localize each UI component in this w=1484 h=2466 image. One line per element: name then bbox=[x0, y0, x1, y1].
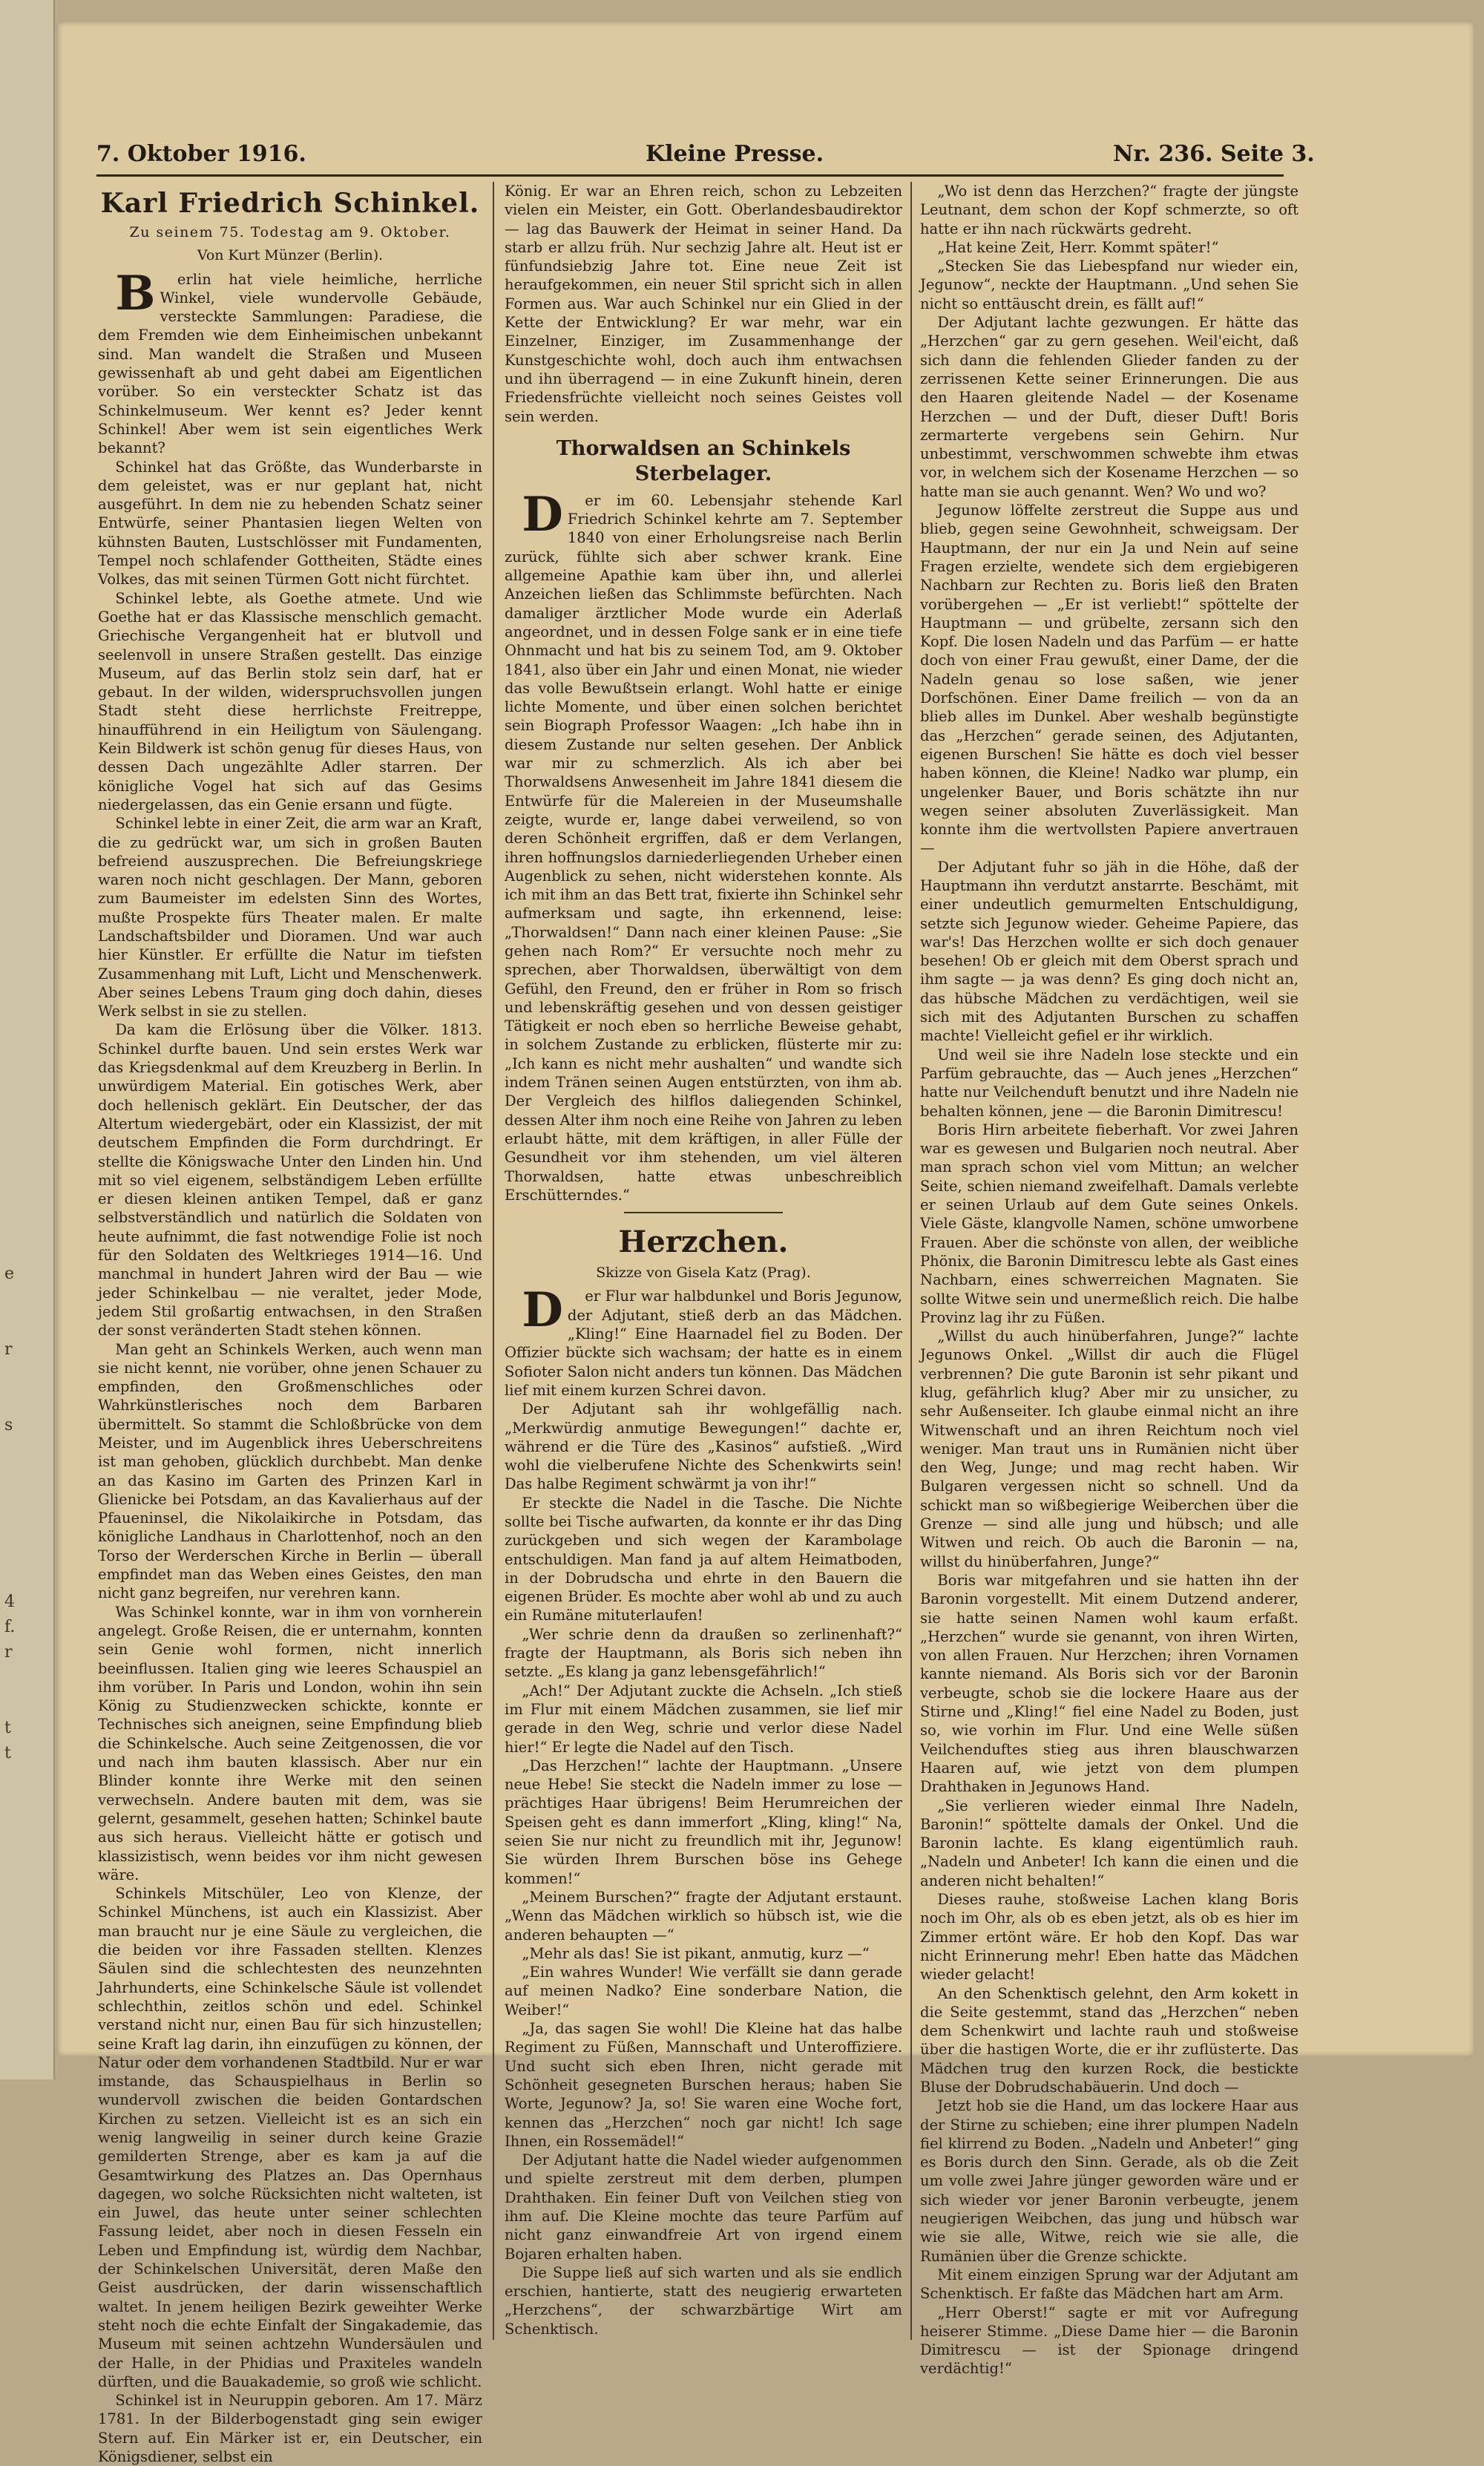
paragraph: „Ja, das sagen Sie wohl! Die Kleine hat das halbe Regiment zu Füßen, Mannschaft und Unteroffiziere. Und sucht sich eben Ihren, nicht gerade mit Schönheit gesegneten Burschen heraus; haben Sie Worte, Jegunow? Ja, so! Sie waren eine Woche fort, kennen das „Herzchen“ noch gar nicht! Ich sage Ihnen, ein Rossemädel!“ bbox=[505, 2020, 902, 2150]
header-date: 7. Oktober 1916. bbox=[96, 141, 306, 167]
paragraph: Schinkels Mitschüler, Leo von Klenze, der Schinkel Münchens, ist auch ein Klassizist. Aber man braucht nur je eine Säule zu vergleichen, die die beiden vor ihre Fassaden stellten. Klenzes Säulen sind die schlechtesten des neunzehnten Jahrhunderts, eine Schinkelsche Säule ist vollendet schlechthin, zeitlos schön und edel. Schinkel verstand nicht nur, einen Bau für sich hinzustellen; seine Kraft lag darin, ihn einzufügen zu können, der Natur oder dem vorhandenen Stadtbild. Nur er war imstande, das Schauspielhaus in Berlin so wundervoll zwischen die beiden Gontardschen Kirchen zu setzen. Vielleicht ist es an sich ein wenig langweilig in seiner durch keine Grazie gemilderten Strenge, aber es kam ja auf die Gesamtwirkung des Platzes an. Das Opernhaus dagegen, wo solche Rücksichten nicht walteten, ist ein Juwel, das heute unter seiner schlechten Fassung leidet, aber noch in diesen Fesseln ein Leben und Empfindung ist, würdig dem Nachbar, der Schinkelschen Universität, deren Maße den Geist ausdrücken, der darin wissenschaftlich waltet. In jenem heiligen Bezirk geweihter Werke steht noch die echte Einfalt der Singakademie, das Museum mit seinen achtzehn Wundersäulen und der Halle, in der Phidias und Praxiteles wandeln dürften, und die Bauakademie, so groß wie schlicht. bbox=[98, 1885, 482, 2390]
paragraph: Der im 60. Lebensjahr stehende Karl Friedrich Schinkel kehrte am 7. September 1840 von einer Erholungsreise nach Berlin zurück, fühlte sich aber schwer krank. Eine allgemeine Apathie kam über ihn, und allerlei Anzeichen ließen das Schlimmste befürchten. Nach damaliger ärztlicher Mode wurde ein Aderlaß angeordnet, und in dessen Folge sank er in eine tiefe Ohnmacht und hat bis zu seinem Tod, am 9. Oktober 1841, also über ein Jahr und einen Monat, nie wieder das volle Bewußtsein erlangt. Wohl hatte er einige lichte Momente, und über einen solchen berichtet sein Biograph Professor Waagen: „Ich habe ihn in diesem Zustande nur selten gesehen. Der Anblick war mir zu schmerzlich. Als ich aber bei Thorwaldsens Anwesenheit im Jahre 1841 diesem die Entwürfe für die Malereien in der Museumshalle zeigte, wurde er, lange dabei verweilend, so von deren Schönheit ergriffen, daß er dem Verlangen, ihren hoffnungslos darniederliegenden Urheber einen Augenblick zu sehen, nicht widerstehen konnte. Als ich mit ihm an das Bett trat, fixierte ihn Schinkel sehr aufmerksam und sagte, ihn erkennend, leise: „Thorwaldsen!“ Dann nach einer kleinen Pause: „Sie gehen nach Rom?“ Er versuchte noch mehr zu sprechen, aber Thorwaldsen, überwältigt von dem Gefühl, den Freund, den er früher in Rom so frisch und lebenskräftig gesehen und von dessen geistiger Tätigkeit er noch eben so herrliche Beweise gehabt, in solchem Zustande zu erblicken, flüsterte mir zu: „Ich kann es nicht mehr aushalten“ und wandte sich indem Tränen seinen Augen entstürzten, von ihm ab. Der Vergleich des hilflos daliegenden Schinkel, dessen Alter ihm noch eine Reihe von Jahren zu leben erlaubt hätte, mit dem kräftigen, in aller Fülle der Gesundheit vor ihm stehenden, um viel älteren Thorwaldsen, hatte etwas unbeschreiblich Erschütterndes.“ bbox=[505, 486, 902, 1204]
column-1 bbox=[98, 182, 482, 2466]
article-title: Karl Friedrich Schinkel. bbox=[100, 188, 480, 219]
paragraph: Die Suppe ließ auf sich warten und als sie endlich erschien, hantierte, statt des neugierig erwarteten „Herzchens“, der schwarzbärtige Wirt am Schenktisch. bbox=[505, 2263, 902, 2338]
paragraph: Boris Hirn arbeitete fieberhaft. Vor zwei Jahren war es gewesen und Bulgarien noch neutral. Aber man sprach schon viel vom Mittun; an welcher Seite, schien niemand zweifelhaft. Damals verlebte er seinen Urlaub auf dem Gute seines Onkels. Viele Gäste, klangvolle Namen, schöne umworbene Frauen. Aber die schönste von allen, der weibliche Phönix, die Baronin Dimitrescu lebte als Gast eines Nachbarn, eines schwerreichen Magnaten. Sie sollte Witwe sein und unermeßlich reich. Die halbe Provinz lag ihr zu Füßen. bbox=[920, 1121, 1298, 1326]
paragraph: „Herr Oberst!“ sagte er mit vor Aufregung heiserer Stimme. „Diese Dame hier — die Baronin Dimitrescu — ist der Spionage dringend verdächtig!“ bbox=[920, 2303, 1298, 2378]
paragraph: „Ein wahres Wunder! Wie verfällt sie dann gerade auf meinen Nadko? Eine sonderbare Nation, die Weiber!“ bbox=[505, 1964, 902, 2019]
paragraph: Der Flur war halbdunkel und Boris Jegunow, der Adjutant, stieß derb an das Mädchen. „Kling!“ Eine Haarnadel fiel zu Boden. Der Offizier bückte sich wachsam; der hatte es in einem Sofioter Salon nicht anders tun können. Das Mädchen lief mit einem kurzen Schrei davon. bbox=[505, 1282, 902, 1399]
paragraph: Was Schinkel konnte, war in ihm von vornherein angelegt. Große Reisen, die er unternahm, konnten sein Genie wohl formen, nicht innerlich beeinflussen. Italien ging wie leeres Schauspiel an ihm vorüber. In Paris und London, wohin ihn sein König zu Studienzwecken schickte, konnte er Technisches sich aneignen, seine Empfindung blieb die Schinkelsche. Auch seine Zeitgenossen, die vor und nach ihm bauten klassisch. Aber nur ein Blinder konnte ihre Werke mit den seinen verwechseln. Andere bauten mit dem, was sie gelernt, gesammelt, gesehen hatten; Schinkel baute aus sich heraus. Vielleicht hätte er gotisch und klassizistisch, wenn beides vor ihm nicht gewesen wäre. bbox=[98, 1603, 482, 1883]
paragraph: König. Er war an Ehren reich, schon zu Lebzeiten vielen ein Meister, ein Gott. Oberlandesbaudirektor — lag das Bauwerk der Heimat in seiner Hand. Da starb er allzu früh. Nur sechzig Jahre alt. Heut ist er fünfundsiebzig Jahre tot. Eine neue Zeit ist heraufgekommen, ein neuer Stil spricht sich in allen Formen aus. War auch Schinkel nur ein Glied in der Kette der Entwicklung? Er war mehr, war ein Einzelner, Einziger, im Zusammenhange der Kunstgeschichte wohl, doch auch ihm entwachsen und ihn überragend — in eine Zukunft hinein, deren Friedensfrüchte vielleicht noch seines Geistes voll sein werden. bbox=[505, 183, 902, 425]
paragraph: Der Adjutant lachte gezwungen. Er hätte das „Herzchen“ gar zu gern gesehen. Weil'eicht, daß sich dann die fehlenden Glieder fanden zu der zerrissenen Kette seiner Erinnerungen. Die aus den Haaren gleitende Nadel — der Kosename Herzchen — und der Duft, dieser Duft! Boris zermarterte vergebens sein Gehirn. Nur unbestimmt, verschwommen schwebte ihm etwas vor, in welchem sich der Kosename Herzchen — so hatte man sie auch genannt. Wen? Wo und wo? bbox=[920, 314, 1298, 500]
paragraph: Da kam die Erlösung über die Völker. 1813. Schinkel durfte bauen. Und sein erstes Werk war das Kriegsdenkmal auf dem Kreuzberg in Berlin. In unwürdigem Material. Ein gotisches Werk, aber doch hellenisch geklärt. Ein Deutscher, der das Altertum wiedergebärt, oder ein Klassizist, der mit deutschem Empfinden die Form durchdringt. Er stellte die Königswache Unter den Linden hin. Und mit so viel eigenem, selbständigem Leben erfüllte er diesen kleinen antiken Tempel, daß er ganz selbstverständlich und natürlich die Soldaten von heute aufnimmt, die fast notwendige Folie ist noch für den Soldaten des Weltkrieges 1914—16. Und manchmal in hundert Jahren wird der Bau — wie jeder Schinkelbau — nie veraltet, jeder Mode, jedem Stil großartig entwachsen, in den Straßen der sonst veränderten Stadt stehen können. bbox=[98, 1021, 482, 1339]
paragraph: „Sie verlieren wieder einmal Ihre Nadeln, Baronin!“ spöttelte damals der Onkel. Und die Baronin lachte. Es klang eigentümlich rauh. „Nadeln und Anbeter! Ich kann die einen und die anderen nicht behalten!“ bbox=[920, 1797, 1298, 1889]
paragraph: Man geht an Schinkels Werken, auch wenn man sie nicht kennt, nie vorüber, ohne jenen Schauer zu empfinden, den Großmenschliches oder Wahrkünstlerisches noch dem Barbaren übermittelt. So stammt die Schloßbrücke von dem Meister, und im Augenblick ihres Ueberschreitens ist man gehoben, glücklich durchbebt. Man denke an das Kasino im Garten des Prinzen Karl in Glienicke bei Potsdam, an das Kavalierhaus auf der Pfaueninsel, die Nikolaikirche in Potsdam, das königliche Landhaus in Charlottenhof, noch an den Torso der Werderschen Kirche in Berlin — überall empfindet man das Weben eines Geistes, den man nicht ganz begreifen, nur verehren kann. bbox=[98, 1340, 482, 1602]
paragraph: Schinkel hat das Größte, das Wunderbarste in dem geleistet, was er nur geplant hat, nicht ausgeführt. In dem nie zu hebenden Schatz seiner Entwürfe, seiner Phantasien liegen Welten von kühnsten Bauten, Lustschlösser mit Fundamenten, Tempel noch schlafender Gottheiten, Städte eines Volkes, das mit seinen Türmen Gott nicht fürchtet. bbox=[98, 458, 482, 588]
paragraph: „Das Herzchen!“ lachte der Hauptmann. „Unsere neue Hebe! Sie steckt die Nadeln immer zu lose — prächtiges Haar übrigens! Beim Herumreichen der Speisen geht es dann immerfort „Kling, kling!“ Na, seien Sie nur nicht zu freundlich mit ihr, Jegunow! Sie würden Ihrem Burschen böse ins Gehege kommen!“ bbox=[505, 1757, 902, 1887]
paragraph: Schinkel ist in Neuruppin geboren. Am 17. März 1781. In der Bilderbogenstadt ging sein ewiger Stern auf. Ein Märker ist er, ein Deutscher, ein Königsdiener, selbst ein bbox=[98, 2392, 482, 2466]
paragraph: Schinkel lebte, als Goethe atmete. Und wie Goethe hat er das Klassische menschlich gemacht. Griechische Vergangenheit hat er blutvoll und seelenvoll in unsere Straßen gestellt. Das einzige Museum, auf das Berlin stolz sein darf, hat er gebaut. In der wilden, widerspruchsvollen jungen Stadt steht diese herrlichste Freitreppe, hinaufführend in ein Heiligtum von Säulengang. Kein Bildwerk ist schön genug für dieses Haus, von dessen Dach ungezählte Adler starren. Der königliche Vogel hat sich auf das Gesims niedergelassen, das ein Genie ersann und fügte. bbox=[98, 589, 482, 813]
page-header bbox=[96, 141, 1315, 178]
paragraph: „Hat keine Zeit, Herr. Kommt später!“ bbox=[937, 238, 1219, 256]
section-title: Thorwaldsen an Schinkels Sterbelager. bbox=[556, 436, 851, 485]
paragraph: Schinkel lebte in einer Zeit, die arm war an Kraft, die zu gedrückt war, um sich in großen Bauten befreiend auszusprechen. Die Befreiungskriege waren noch nicht geschlagen. Der Mann, geboren zum Baumeister im edelsten Sinn des Wortes, mußte Prospekte fürs Theater malen. Er malte Landschaftsbilder und Dioramen. Und war auch hier Künstler. Er erfüllte die Natur im tiefsten Zusammenhang mit Luft, Licht und Menschenwerk. Aber seines Lebens Traum ging doch dahin, dieses Werk selbst in sie zu stellen. bbox=[98, 815, 482, 1020]
header-rule bbox=[96, 174, 1284, 177]
paragraph: „Wer schrie denn da draußen so zerlinenhaft?“ fragte der Hauptmann, als Boris sich neben ihn setzte. „Es klang ja ganz lebensgefährlich!“ bbox=[505, 1625, 902, 1681]
paragraph: An den Schenktisch gelehnt, den Arm kokett in die Seite gestemmt, stand das „Herzchen“ neben dem Schenkwirt und lachte rauh und stoßweise über die hastigen Worte, die er ihr zuflüsterte. Das Mädchen trug den kurzen Rock, die bestickte Bluse der Dobrudschabäuerin. Und doch — bbox=[920, 1984, 1298, 2096]
column-3 bbox=[920, 182, 1298, 2378]
header-paper-name: Kleine Presse. bbox=[646, 141, 824, 167]
column-2 bbox=[505, 182, 902, 2340]
paragraph: Und weil sie ihre Nadeln lose steckte und ein Parfüm gebrauchte, das — Auch jenes „Herzchen“ hatte nur Veilchenduft benutzt und ihre Nadeln nie behalten können, jene — die Baronin Dimitrescu! bbox=[920, 1046, 1298, 1120]
paragraph: „Stecken Sie das Liebespfand nur wieder ein, Jegunow“, neckte der Hauptmann. „Und sehen Sie nicht so enttäuscht drein, es fällt auf!“ bbox=[920, 258, 1298, 312]
story-title: Herzchen. bbox=[618, 1224, 789, 1260]
paragraph: „Mehr als das! Sie ist pikant, anmutig, kurz —“ bbox=[522, 1944, 870, 1962]
paragraph: Jetzt hob sie die Hand, um das lockere Haar aus der Stirne zu schieben; eine ihrer plumpen Nadeln fiel klirrend zu Boden. „Nadeln und Anbeter!“ ging es Boris durch den Sinn. Gerade, als ob die Zeit um volle zwei Jahre jünger geworden wäre und er sich wieder vor jener Baronin verbeugte, jenem neugierigen Weibchen, das jung und hübsch war wie sie alle, Witwe, reich wie sie alle, die Rumänien über die Grenze schickte. bbox=[920, 2097, 1298, 2265]
left-page-gutter bbox=[0, 0, 55, 2079]
paragraph: Der Adjutant fuhr so jäh in die Höhe, daß der Hauptmann ihn verdutzt anstarrte. Beschämt, mit einer undeutlich gemurmelten Entschuldigung, setzte sich Jegunow wieder. Geheime Papiere, das war's! Das Herzchen wollte er sich doch genauer besehen! Ob er gleich mit dem Oberst sprach und ihm sagte — ja was denn? Es ging doch nicht an, das hübsche Mädchen zu verdächtigen, weil sie sich mit des Adjutanten Burschen zu schaffen machte! Vielleicht gefiel er ihr wirklich. bbox=[920, 858, 1298, 1045]
separator bbox=[624, 1212, 783, 1213]
paragraph: Der Adjutant sah ihr wohlgefällig nach. „Merkwürdig anmutige Bewegungen!“ dachte er, während er die Türe des „Kasinos“ aufstieß. „Wird wohl die vielberufene Nichte des Schenkwirts sein! Das halbe Regiment schwärmt ja von ihr!“ bbox=[505, 1400, 902, 1493]
paragraph: „Wo ist denn das Herzchen?“ fragte der jüngste Leutnant, dem schon der Kopf schmerzte, so oft hatte er ihn nach rückwärts gedreht. bbox=[920, 183, 1298, 237]
paragraph: „Meinem Burschen?“ fragte der Adjutant erstaunt. „Wenn das Mädchen wirklich so hübsch ist, wie die anderen behaupten —“ bbox=[505, 1888, 902, 1944]
column-divider bbox=[493, 182, 494, 2340]
gutter-text: e r s 4 f. r t t bbox=[4, 1265, 16, 1762]
article-subtitle: Zu seinem 75. Todestag am 9. Oktober. bbox=[129, 224, 451, 240]
paragraph: Dieses rauhe, stoßweise Lachen klang Boris noch im Ohr, als ob es eben jetzt, als ob es hier im Zimmer ertönt wäre. Er hob den Kopf. Das war nicht Erinnerung mehr! Eben hatte das Mädchen wieder gelacht! bbox=[920, 1891, 1298, 1984]
column-divider bbox=[910, 182, 912, 2340]
paragraph: Der Adjutant hatte die Nadel wieder aufgenommen und spielte zerstreut mit dem derben, plumpen Drahthaken. Ein feiner Duft von Veilchen stieg von ihm auf. Die Kleine mochte das teure Parfüm auf nicht ganz einwandfreie Art von irgend einem Bojaren erhalten haben. bbox=[505, 2151, 902, 2263]
paragraph: „Willst du auch hinüberfahren, Junge?“ lachte Jegunows Onkel. „Willst dir auch die Flügel verbrennen? Die gute Baronin ist sehr pikant und klug, gefährlich klug? Aber mir zu unsicher, zu sehr Außenseiter. Ich glaube einmal nicht an ihre Witwenschaft und an ihren Reichtum noch viel weniger. Man traut uns in Rumänien nicht über den Weg, Junge; und mag recht haben. Wir Bulgaren vergessen nicht so schnell. Und da schickt man so wißbegierige Weiberchen über die Grenze — sind alle jung und hübsch; und alle Witwen und reich. Ob auch die Baronin — na, willst du hinüberfahren, Junge?“ bbox=[920, 1328, 1298, 1570]
header-page-number: Nr. 236. Seite 3. bbox=[1113, 141, 1315, 167]
story-author: Skizze von Gisela Katz (Prag). bbox=[596, 1265, 811, 1282]
paragraph: Mit einem einzigen Sprung war der Adjutant am Schenktisch. Er faßte das Mädchen hart am Arm. bbox=[920, 2266, 1298, 2303]
paragraph: Boris war mitgefahren und sie hatten ihn der Baronin vorgestellt. Mit einem Dutzend anderer, sie hatte seinen Namen wohl kaum erfaßt. „Herzchen“ wurde sie genannt, von ihren Wirten, von allen Frauen. Nur Herzchen; ihren Vornamen kannte niemand. Als Boris sich vor der Baronin verbeugte, schob sie die lockere Haare aus der Stirne und „Kling!“ fiel eine Nadel zu Boden, just so, wie vorhin im Flur. Und eine Welle süßen Veilchenduftes stieg aus ihren blauschwarzen Haaren auf, wie jetzt von dem plumpen Drahthaken in Jegunows Hand. bbox=[920, 1571, 1298, 1796]
paragraph: Er steckte die Nadel in die Tasche. Die Nichte sollte bei Tische aufwarten, da konnte er ihr das Ding zurückgeben und sich wegen der Karambolage entschuldigen. Man fand ja auf altem Heimatboden, in der Dobrudscha und ehrte in den Bauern die eigenen Brüder. Es mochte aber wohl ab und zu auch ein Rumäne mituterlaufen! bbox=[505, 1494, 902, 1624]
paragraph: Berlin hat viele heimliche, herrliche Winkel, viele wundervolle Gebäude, versteckte Sammlungen: Paradiese, die dem Fremden wie dem Einheimischen unbekannt sind. Man wandelt die Straßen und Museen gewissenhaft ab und geht dabei am Eigentlichen vorüber. So ein versteckter Schatz ist das Schinkelmuseum. Wer kennt es? Jeder kennt Schinkel! Aber wem ist sein eigentliches Werk bekannt? bbox=[98, 265, 482, 457]
paragraph: Jegunow löffelte zerstreut die Suppe aus und blieb, gegen seine Gewohnheit, schweigsam. Der Hauptmann, der nur ein Ja und Nein auf seine Fragen erzielte, wendete sich dem ergiebigeren Nachbarn zur Rechten zu. Boris ließ den Braten vorübergehen — „Er ist verliebt!“ spöttelte der Hauptmann — und grübelte, zersann sich den Kopf. Die losen Nadeln und das Parfüm — er hatte doch von einer Frau gewußt, einer Dame, der die Nadeln genau so lose saßen, wie jener Dorfschönen. Einer Dame freilich — von da an blieb alles im Dunkel. Aber weshalb begünstigte das „Herzchen“ gerade seinen, des Adjutanten, eigenen Burschen! Sie hätte es doch viel besser haben können, die Kleine! Nadko war plump, ein ungelenker Bauer, und Boris schätzte ihn nur wegen seiner absoluten Zuverlässigkeit. Man konnte ihm die wertvollsten Papiere anvertrauen — bbox=[920, 502, 1298, 857]
paragraph: „Ach!“ Der Adjutant zuckte die Achseln. „Ich stieß im Flur mit einem Mädchen zusammen, sie lief mir gerade in den Weg, schrie und verlor diese Nadel hier!“ Er legte die Nadel auf den Tisch. bbox=[505, 1682, 902, 1756]
article-author: Von Kurt Münzer (Berlin). bbox=[197, 247, 384, 264]
